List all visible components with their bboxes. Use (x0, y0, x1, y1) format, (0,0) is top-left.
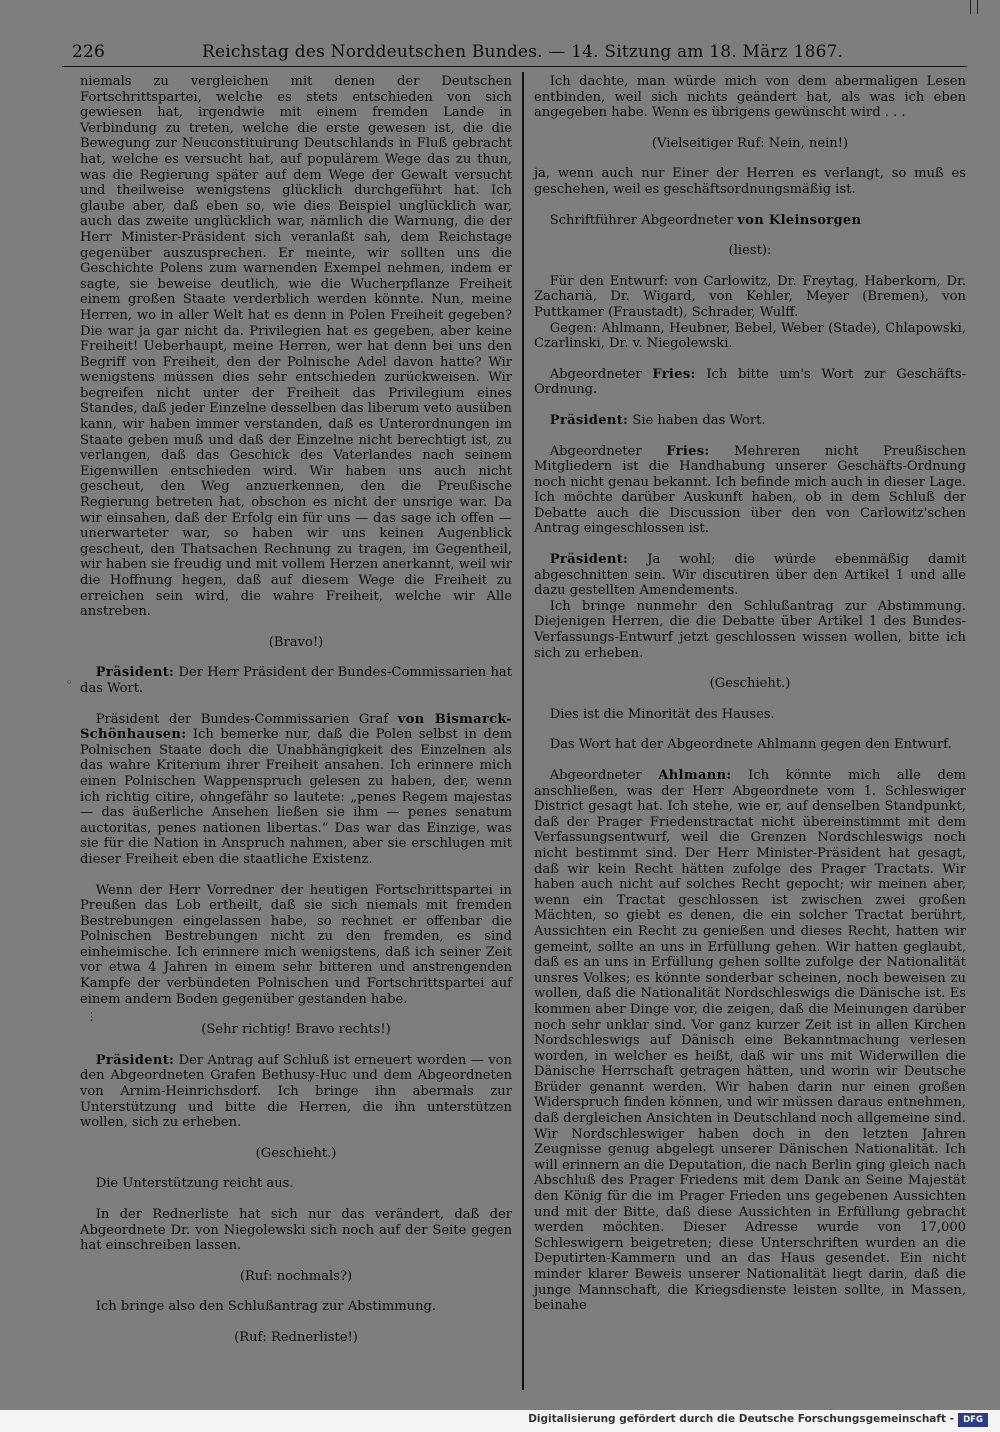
paragraph: Die Unterstützung reicht aus. (95, 1176, 294, 1192)
digitization-credit: Digitalisierung gefördert durch die Deutsche Forschungsgemeinschaft - (528, 1413, 954, 1425)
paragraph-gap (80, 620, 512, 635)
margin-mark: ⋮ (86, 1010, 97, 1023)
paragraph-gap (534, 151, 966, 166)
interjection: (Ruf: Rednerliste!) (234, 1329, 358, 1345)
speech-paragraph (534, 552, 966, 599)
paragraph-gap (534, 692, 966, 707)
paragraph-gap (80, 1254, 512, 1269)
paragraph-gap (534, 429, 966, 444)
paragraph-gap (80, 1192, 512, 1207)
paragraph: Ich dachte, man würde mich von dem abermaligen Lesen entbinden, weil sich nichts geändert hat, als was ich eben angegeben habe. Wenn es übrigens gewünscht wird . . . (534, 74, 966, 121)
interjection: (liest): (728, 243, 772, 259)
paragraph-gap (534, 121, 966, 136)
paragraph-gap (534, 753, 966, 768)
paragraph: In der Rednerliste hat sich nur das verändert, daß der Abgeordnete Dr. von Niegolewski sich noch auf der Seite gegen hat einschreiben lassen. (80, 1207, 512, 1254)
paragraph-gap (80, 1007, 512, 1022)
speech-paragraph (80, 1053, 512, 1131)
paragraph-gap (534, 661, 966, 676)
paragraph-gap (80, 1161, 512, 1176)
paragraph-gap (534, 228, 966, 243)
speech-text: Ich bemerke nur, daß die Polen selbst in dem Polnischen Staate doch die Unabhängigkeit des Einzelnen als das wahre Kriterium ihrer Freiheit ansahen. Ich erinnere mich einen Polnischen Wappenspruch gelesen zu haben, der, wenn ich richtig citire, ohngefähr so lautete: „penes Regem majestas — das äußerliche Ansehen ließen sie ihm — penes senatum auctoritas, penes nationen libertas.“ Das war das Einzige, was sie für die Nation in Anspruch nahmen, aber sie erschlugen mit dieser Freiheit eben die staatliche Existenz. (80, 727, 512, 867)
speech-paragraph (534, 367, 966, 398)
interjection: (Ruf: nochmals?) (239, 1268, 353, 1284)
running-title: Reichstag des Norddeutschen Bundes. — 14. Sitzung am 18. März 1867. (202, 42, 844, 62)
speech-paragraph (534, 768, 966, 1314)
speech-text: Ja wohl; die würde ebenmäßig damit abgeschnitten sein. Wir discutiren über den Artikel 1 und alle dazu gestellten Amendements. (534, 552, 966, 599)
paragraph-gap (80, 697, 512, 712)
speech-text: Sie haben das Wort. (628, 412, 766, 428)
speaker-name: Präsident: (549, 412, 629, 428)
speaker-name: von Bismarck-Schönhausen: (80, 711, 513, 743)
speaker-name: Fries: (666, 443, 710, 459)
paragraph-gap (534, 722, 966, 737)
paragraph-gap (534, 398, 966, 413)
speaker-name: Fries: (652, 366, 696, 382)
paragraph: Ich bringe also den Schlußantrag zur Abstimmung. (95, 1299, 437, 1315)
paragraph-gap (534, 259, 966, 274)
paragraph-gap (534, 352, 966, 367)
running-header (62, 40, 967, 67)
paragraph-gap (80, 868, 512, 883)
column-divider (522, 72, 524, 1390)
speaker-role: Abgeordneter (549, 366, 653, 382)
speech-paragraph (534, 413, 966, 429)
speaker-role: Schriftführer Abgeordneter (549, 212, 738, 228)
speech-paragraph (80, 712, 512, 868)
paragraph: Für den Entwurf: von Carlowitz, Dr. Freytag, Haberkorn, Dr. Zachariä, Dr. Wigard, von Kehler, Meyer (Bremen), von Puttkamer (Fraustadt), Schrader, Wulff. (534, 273, 966, 320)
page-number: 226 (72, 42, 106, 62)
speech-text: Ich bitte um's Wort zur Geschäfts-Ordnung. (534, 366, 966, 398)
interjection: (Sehr richtig! Bravo rechts!) (201, 1022, 391, 1038)
paragraph-gap (80, 1038, 512, 1053)
paragraph: Das Wort hat der Abgeordnete Ahlmann gegen den Entwurf. (549, 737, 952, 753)
speaker-role: Abgeordneter (549, 768, 659, 783)
speech-paragraph (534, 213, 966, 229)
paragraph: ja, wenn auch nur Einer der Herren es verlangt, so muß es geschehen, weil es geschäftsordnungsmäßig ist. (534, 166, 966, 197)
left-column (80, 74, 512, 1346)
speaker-role: Präsident der Bundes-Commissarien Graf (95, 711, 398, 727)
interjection: (Bravo!) (268, 634, 324, 650)
speaker-role: Abgeordneter (549, 443, 667, 459)
speaker-name: Präsident: (95, 665, 175, 681)
paragraph: niemals zu vergleichen mit denen der Deutschen Fortschrittspartei, welche es stets entschieden von sich gewiesen hat, irgendwie mit einem fremden Lande in Verbindung zu treten, welche die erste gewesen ist, die die Bewegung zur Neuconstituirung Deutschlands in Fluß gebracht hat, welche es versucht hat, auf populärem Wege das zu thun, was die Regierung später auf dem Wege der Gewalt versucht und theilweise wenigstens glücklich durchgeführt hat. Ich glaube aber, daß eben so, wie dies Beispiel unglücklich war, auch das zweite unglücklich war, nämlich die Warnung, die der Herr Minister-Präsident sich veranlaßt sah, dem Reichstage gegenüber auszusprechen. Er meinte, wir sollten uns die Geschichte Polens zum warnenden Exempel nehmen, indem er sagte, sie beweise deutlich, wie die Wucherpflanze Freiheit einem großen Staate verderblich werden könnte. Nun, meine Herren, wo in aller Welt hat es denn in Polen Freiheit gegeben? Die war ja gar nicht da. Privilegien hat es gegeben, aber keine Freiheit! Ueberhaupt, meine Herren, wer hat denn bei uns den Begriff von Freiheit, den der Polnische Adel davon hatte? Wir wenigstens müssen dies sehr entschieden zurückweisen. Wir begreifen nicht unter der Freiheit das Privilegium eines Standes, daß jeder Einzelne desselben das liberum veto ausüben kann, wir haben immer verstanden, daß es Unterordnungen im Staate geben muß und daß der Einzelne nicht berechtigt ist, zu verlangen, daß das Geschick des Vaterlandes nach seinem Eigenwillen entschieden wird. Wir haben uns auch nicht gescheut, den Weg anzuerkennen, den die Preußische Regierung betreten hat, obschon es nicht der unsrige war. Da wir einsahen, daß der Erfolg ein für uns — das sage ich offen — unerwarteter war, so haben wir uns keinen Augenblick gescheut, den Thatsachen Rechnung zu tragen, im Gegentheil, wir haben sie freudig und mit vollem Herzen anerkannt, weil wir die Hoffnung hegen, daß auf diesem Wege die Freiheit zu erreichen sein wird, die wahre Freiheit, welche wir Alle anstreben. (80, 74, 512, 620)
speech-paragraph (80, 665, 512, 696)
margin-mark: ◦ (66, 676, 73, 689)
paragraph: Gegen: Ahlmann, Heubner, Bebel, Weber (Stade), Chlapowski, Czarlinski, Dr. v. Niegolewski. (534, 320, 966, 352)
paragraph-gap (534, 198, 966, 213)
speech-text: Der Antrag auf Schluß ist erneuert worden — von den Abgeordneten Grafen Bethusy-Huc und dem Abgeordneten von Arnim-Heinrichsdorf. Ich bringe ihn abermals zur Unterstützung und bitte die Herren, die ihn unterstützen wollen, sich zu erheben. (80, 1052, 512, 1131)
paragraph-gap (534, 537, 966, 552)
paragraph-gap (80, 1284, 512, 1299)
speaker-name: Präsident: (549, 552, 629, 568)
speech-text: Ich könnte mich alle dem anschließen, was der Herr Abgeordnete vom 1. Schleswiger District gesagt hat. Ich stehe, wie er, auf denselben Standpunkt, daß der Prager Friedenstractat nicht übereinstimmt mit dem Verfassungsentwurf, weil die Grenzen Nordschleswigs noch nicht bestimmt sind. Der Herr Minister-Präsident hat gesagt, daß wir kein Recht hätten zufolge des Prager Tractats. Wir haben auch nicht auf solches Recht gepocht; wir meinen aber, wenn ein Tractat geschlossen ist zwischen zwei großen Mächten, so giebt es denen, die ein solcher Tractat berührt, Aussichten ein Recht zu genießen und dieses Recht, hatten wir gemeint, sollte an uns in Erfüllung gehen. Wir hatten geglaubt, daß es an uns in Erfüllung gehen sollte zufolge der Nationalität unsres Volkes; es könnte sonderbar scheinen, noch beweisen zu wollen, daß die Nationalität Nordschleswigs die Dänische ist. Es kommen aber Dinge vor, die zeigen, daß die Meinungen darüber noch sehr unklar sind. Vor ganz kurzer Zeit ist in allen Kirchen Nordschleswigs auf Dänisch eine Bekanntmachung verlesen worden, in welcher es heißt, daß wir uns mit Widerwillen die Dänische Herrschaft getragen hätten, und worin wir Deutsche Brüder genannt werden. Wir haben darin nur einen großen Widerspruch finden können, und wir müssen daraus entnehmen, daß dergleichen Ansichten in Deutschland noch allgemeine sind. Wir Nordschleswiger haben doch in den letzten Jahren Zeugnisse genug abgelegt unserer Dänischen Nationalität. Ich will erinnern an die Deputation, die nach Berlin ging gleich nach Abschluß des Prager Friedens mit dem Dank an Seine Majestät den König für die im Prager Frieden uns gegebenen Aussichten und mit der Bitte, daß diese Aussichten in Erfüllung gebracht werden möchten. Dieser Adresse wurde von 17,000 Schleswigern beigetreten; diese Unterschriften wurden an die Deputirten-Kammern und an das Haus gesendet. Ein nicht minder klarer Beweis unserer Nationalität liegt darin, daß die junge Mannschaft, die Kriegsdienste leisten sollte, in Massen, beinahe (534, 768, 966, 1314)
paragraph-gap (80, 1131, 512, 1146)
scan-edge-mark (970, 0, 978, 14)
interjection: (Geschieht.) (255, 1145, 337, 1161)
paragraph: Wenn der Herr Vorredner der heutigen Fortschrittspartei in Preußen das Lob ertheilt, daß sie sich niemals mit fremden Bestrebungen eingelassen habe, so rechnet er offenbar die Polnischen Bestrebungen nicht zu den fremden, es sind einheimische. Ich erinnere mich wenigstens, daß ich seiner Zeit vor etwa 4 Jahren in einem sehr bitteren und anstrengenden Kampfe der verbündeten Polnischen und Fortschrittspartei auf einem andern Boden gegenüber gestanden habe. (80, 882, 512, 1007)
speaker-name: von Kleinsorgen (737, 212, 862, 228)
paragraph-gap (80, 650, 512, 665)
paragraph: Dies ist die Minorität des Hauses. (549, 706, 775, 722)
speaker-name: Präsident: (95, 1052, 175, 1068)
speech-text: Der Herr Präsident der Bundes-Commissarien hat das Wort. (80, 665, 512, 696)
speech-paragraph (534, 444, 966, 538)
interjection: (Geschieht.) (709, 676, 791, 692)
paragraph: Ich bringe nunmehr den Schlußantrag zur Abstimmung. Diejenigen Herren, die die Debatte über Artikel 1 des Bundes-Verfassungs-Entwurf jetzt geschlossen wissen wollen, bitte ich sich zu erheben. (534, 598, 966, 661)
interjection: (Vielseitiger Ruf: Nein, nein!) (651, 135, 849, 151)
right-column (534, 74, 966, 1314)
paragraph-gap (80, 1315, 512, 1330)
dfg-logo: DFG (958, 1413, 988, 1427)
speaker-name: Ahlmann: (658, 768, 732, 783)
speech-text: Mehreren nicht Preußischen Mitgliedern ist die Handhabung unserer Geschäfts-Ordnung noch nicht genau bekannt. Ich befinde mich auch in dieser Lage. Ich möchte darüber Auskunft haben, ob in dem Schluß der Debatte auch die Discussion über den von Carlowitz'schen Antrag eingeschlossen ist. (534, 443, 966, 537)
